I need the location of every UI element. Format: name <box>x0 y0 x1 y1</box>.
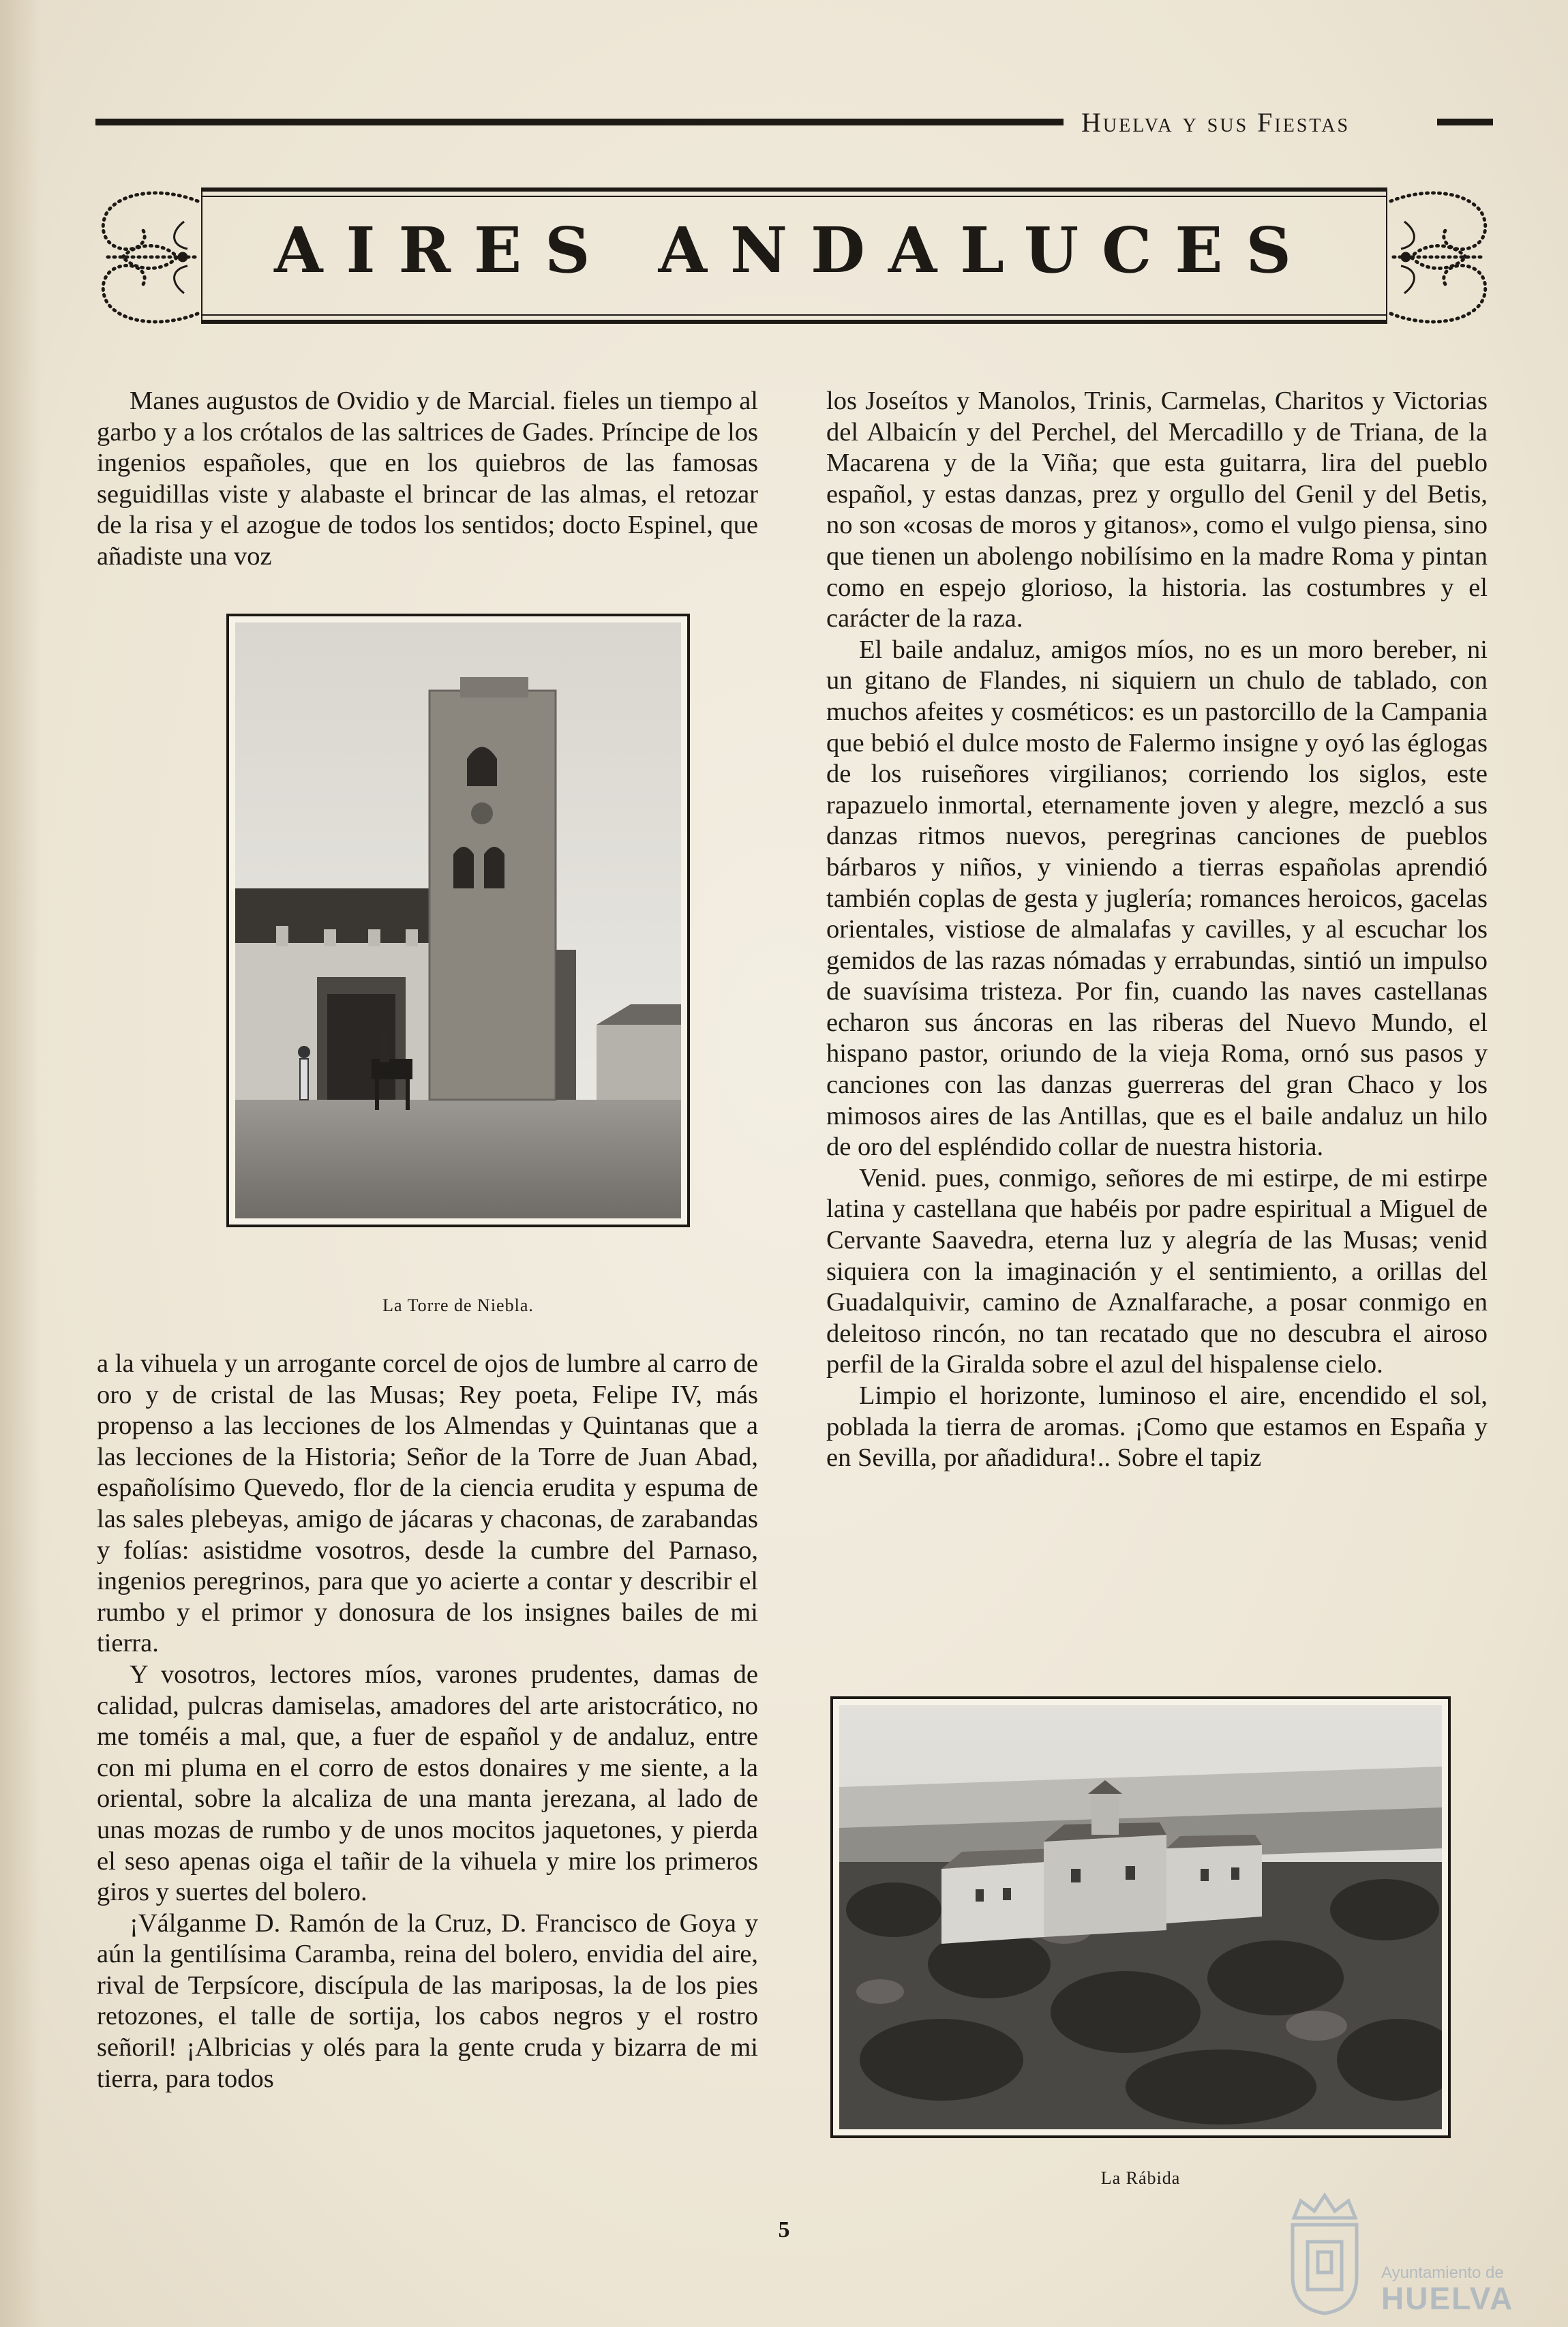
paragraph: Venid. pues, conmigo, señores de mi estirpe, de mi estirpe latina y castellana que habéis por padre espiritual a Miguel de Cervante Saavedra, eterna luz y alegría de las Musas; venid siquiera con la imaginación y el sentimiento, a orillas del Guadalquivir, camino de Aznalfarache, a posar conmigo en deleitoso rincón, no tan recatado que no descubra el airoso perfil de la Giralda sobre el azul del hispalense cielo. <box>826 1163 1488 1379</box>
right-column <box>826 386 1488 1639</box>
paragraph: Manes augustos de Ovidio y de Marcial. fieles un tiempo al garbo y a los crótalos de las saltrices de Gades. Príncipe de los ingenios españoles, que en los quiebros de las famosas seguidillas viste y alabaste el brincar de las almas, el retozar de la risa y el azogue de todos los sentidos; docto Espinel, que añadiste una voz <box>97 387 758 571</box>
running-head-rule-left <box>95 119 1064 125</box>
paragraph: a la vihuela y un arrogante corcel de ojos de lumbre al carro de oro y de cristal de las Musas; Rey poeta, Felipe IV, más propenso a las lecciones de los Almendas y Quintanas que a las lecciones de la Historia; Señor de la Torre de Juan Abad, españolísimo Quevedo, flor de la ciencia erudita y espuma de las sales plebeyas, amigo de jácaras y chaconas, de zarabandas y folías: asistidme vosotros, desde la cumbre del Parnaso, ingenios peregrinos, para que yo acierte a contar y describir el rumbo y el primor y donosura de los insignes bailes de mi tierra. <box>97 1349 758 1658</box>
page-number: 5 <box>778 2217 790 2242</box>
photo-torre-de-niebla <box>226 614 690 1227</box>
left-column-top <box>97 386 758 590</box>
ayuntamiento-watermark <box>1280 2187 1526 2317</box>
watermark-line2: HUELVA <box>1381 2281 1514 2316</box>
paragraph: ¡Válganme D. Ramón de la Cruz, D. Francisco de Goya y aún la gentilísima Caramba, reina del bolero, envidia del aire, rival de Terpsícore, discípula de las mariposas, la de los pies retozones, el talle de sortija, los cabos negros y el rostro señoril! ¡Albricias y olés para la gente cruda y bizarra de mi tierra, para todos <box>97 1908 758 2093</box>
photo-caption: La Torre de Niebla. <box>382 1295 534 1315</box>
photo-caption: La Rábida <box>1100 2168 1181 2188</box>
paragraph: El baile andaluz, amigos míos, no es un moro bereber, ni un gitano de Flandes, ni siquiern un chulo de tablado, con muchos afeites y cosméticos: es un pastorcillo de la Campania que bebió el dulce mosto de Falermo insigne y oyó las églogas de los ruiseñores virgilianos; corriendo los siglos, este rapazuelo inmortal, eternamente joven y alegre, mezcló a sus danzas ritmos nuevos, peregrinas canciones de pueblos bárbaros y niños, y viniendo a tierras españolas aprendió también coplas de gesta y juglería; romances heroicos, gacelas orientales, vistiose de almalafas y cavilles, y al escuchar los gemidos de las razas nómadas y errabundas, sintió un impulso de suavísima tristeza. Por fin, cuando las naves castellanas echaron sus áncoras en las riberas del Nuevo Mundo, el hispano pastor, oriundo de la vieja Roma, ornó sus pasos y canciones con las danzas guerreras del gran Chaco y los mimosos aires de las Antillas, que es el baile andaluz un hilo de oro del espléndido collar de nuestra historia. <box>826 635 1488 1162</box>
paragraph: Limpio el horizonte, luminoso el aire, encendido el sol, poblada la tierra de aromas. ¡Como que estamos en España y en Sevilla, por añadidura!.. Sobre el tapiz <box>826 1381 1488 1473</box>
banner-top-rule-thick <box>201 187 1387 192</box>
page-gutter-shadow <box>0 0 41 2327</box>
right-scroll-ornament-icon <box>1387 181 1493 334</box>
monastery-photo-image <box>839 1705 1442 2129</box>
running-head <box>95 102 1493 143</box>
running-head-text: Huelva y sus Fiestas <box>1081 107 1351 138</box>
tower-photo-image <box>235 622 681 1218</box>
banner-bottom-rule-thin <box>201 314 1387 316</box>
left-scroll-ornament-icon <box>95 181 201 334</box>
photo-la-rabida <box>830 1696 1451 2138</box>
coat-of-arms-icon <box>1280 2187 1369 2317</box>
watermark-line1: Ayuntamiento de <box>1381 2264 1504 2282</box>
article-title: AIRES ANDALUCES <box>274 213 1314 287</box>
banner-bottom-rule-thick <box>201 320 1387 324</box>
paragraph: los Joseítos y Manolos, Trinis, Carmelas, Charitos y Victorias del Albaicín y del Perchel, del Mercadillo y de Triana, de la Macarena y de la Viña; que esta guitarra, lira del pueblo español, y estas danzas, prez y orgullo del Genil y del Betis, no son «cosas de moros y gitanos», como el vulgo piensa, sino que tienen un abolengo nobilísimo en la madre Roma y pintan como en espejo glorioso, la historia. las costumbres y el carácter de la raza. <box>826 387 1488 633</box>
paragraph: Y vosotros, lectores míos, varones prudentes, damas de calidad, pulcras damiselas, amadores del arte aristocrático, no me toméis a mal, que, a fuer de español y de andaluz, entre con mi pluma en el corro de estos donaires y me siente, a la oriental, sobre la alcaliza de una manta jerezana, al lado de unas mozas de rumbo y de unos mocitos jaquetones, y pierda el seso apenas oiga el tañir de la vihuela y mire los primeros giros y suertes del bolero. <box>97 1660 758 1907</box>
running-head-rule-right <box>1437 119 1493 125</box>
title-banner <box>95 181 1493 334</box>
left-column-bottom <box>97 1349 758 2186</box>
banner-top-rule-thin <box>201 196 1387 197</box>
